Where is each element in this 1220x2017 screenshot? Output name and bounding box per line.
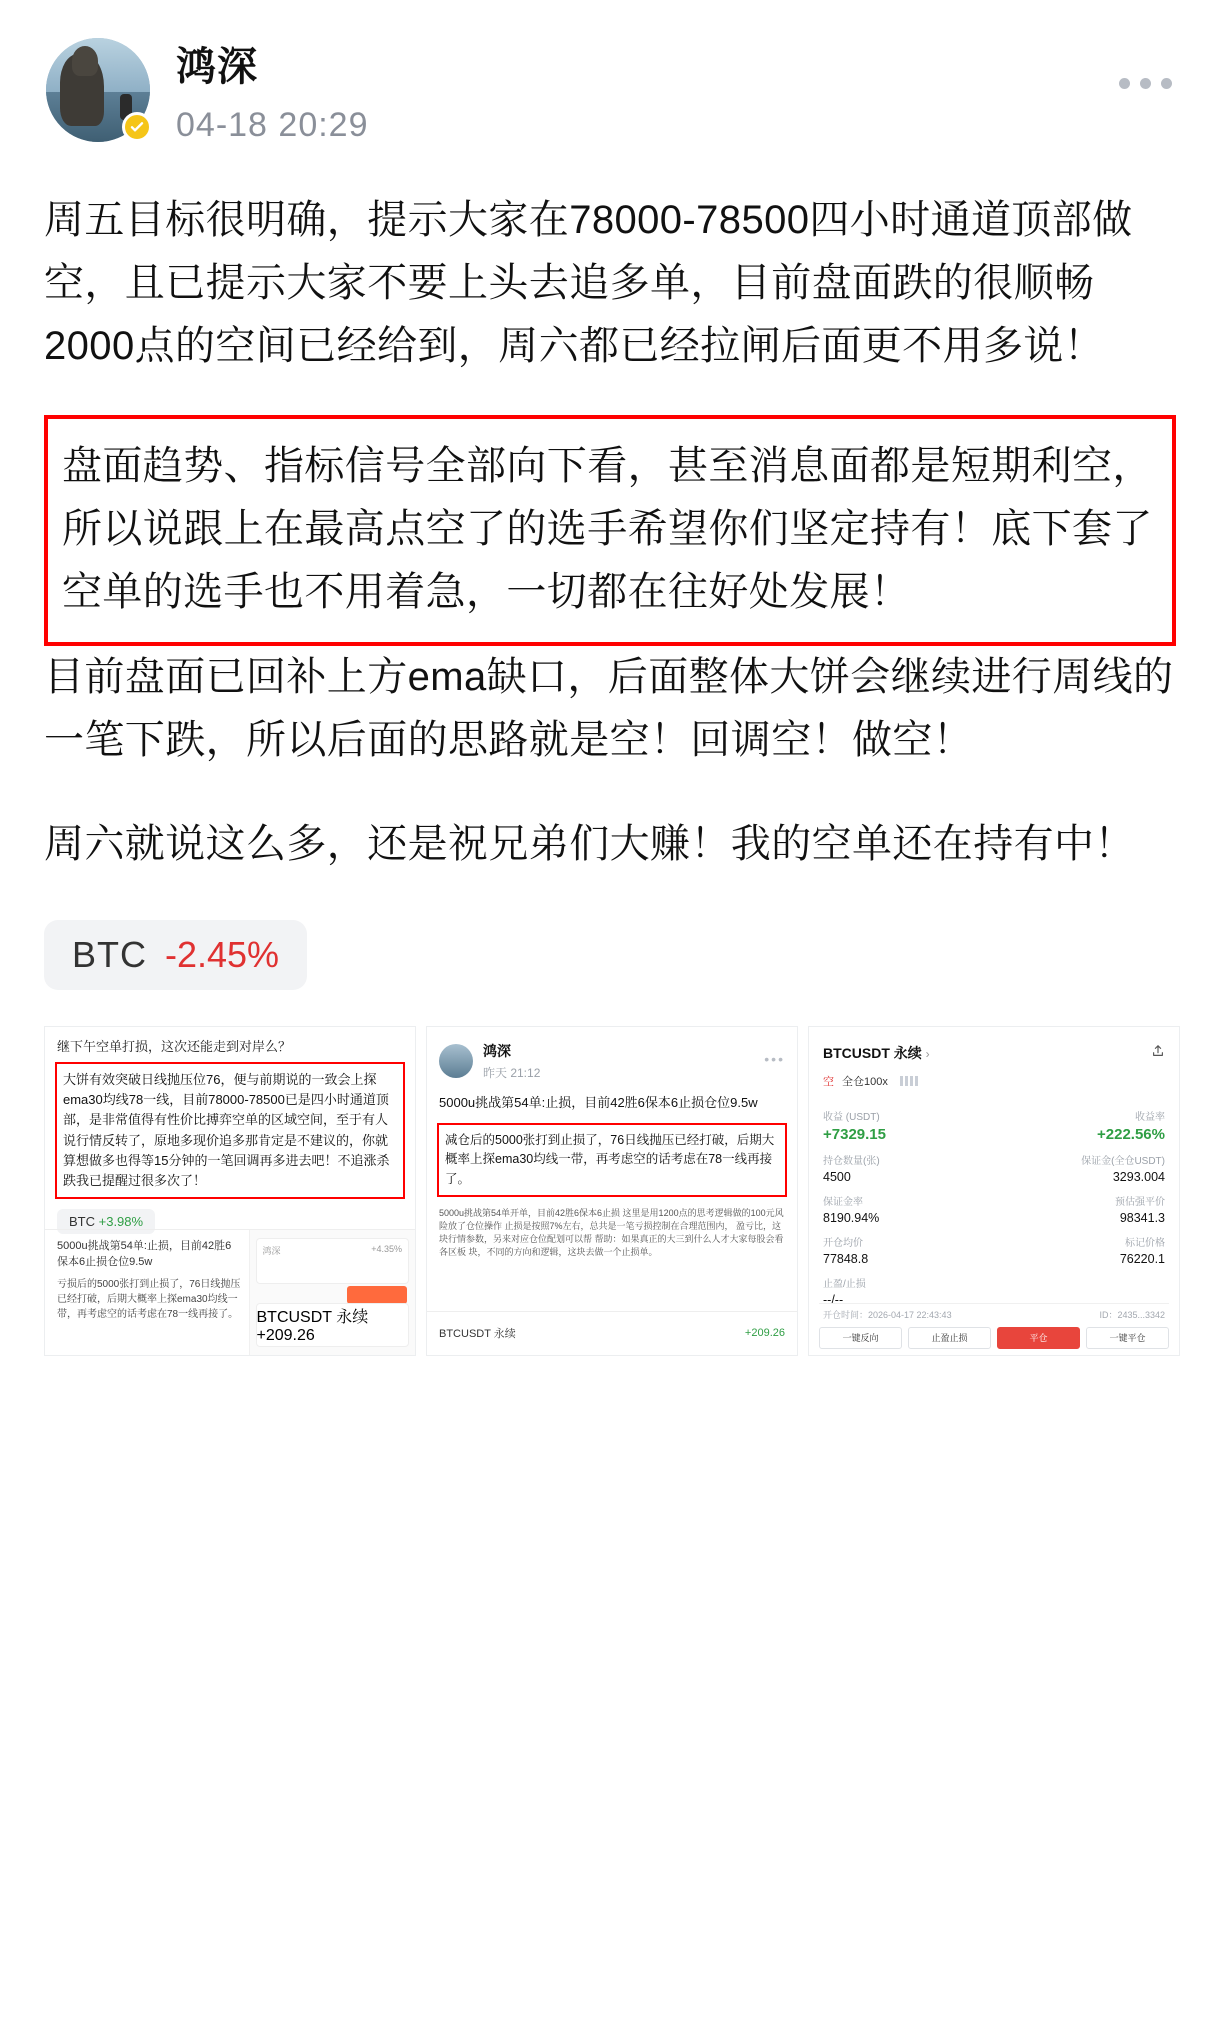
thumb3-mark-cell — [1001, 1234, 1165, 1266]
more-options-icon[interactable] — [1119, 78, 1172, 89]
thumb1-mini-row — [257, 1239, 409, 1262]
tpsl-button[interactable]: 止盈止损 — [908, 1327, 991, 1349]
paragraph-3: 周六就说这么多，还是祝兄弟们大赚！我的空单还在持有中！ — [44, 821, 1135, 866]
thumb1-ticker-symbol: BTC — [69, 1214, 95, 1230]
thumb3-size-value: 4500 — [823, 1169, 851, 1184]
thumb2-author-block — [483, 1041, 540, 1081]
author-name[interactable]: 鸿深 — [176, 45, 258, 89]
avatar-rock-top — [72, 46, 98, 76]
thumb1-inner-text-col — [45, 1230, 249, 1355]
thumb2-highlight-box: 减仓后的5000张打到止损了，76日线抛压已经打破，后期大概率上探ema30均线一带，再考虑空的话考虑在78一线再接了。 — [437, 1123, 787, 1197]
thumb1-mini-name: 鸿深 — [262, 1245, 281, 1256]
thumb3-liq-cell — [1001, 1193, 1165, 1225]
thumb1-ticker-change: +3.98% — [98, 1214, 144, 1230]
thumb3-pair — [823, 1043, 930, 1063]
post-body — [0, 189, 1220, 876]
thumb3-order-id: ID：2435...3342 — [1099, 1309, 1165, 1320]
thumb3-header — [809, 1027, 1179, 1063]
thumb1-mini-pct: +4.35% — [371, 1243, 402, 1254]
ticker-change: -2.45% — [165, 933, 280, 975]
highlighted-paragraph-box — [44, 415, 1176, 647]
thumb3-stats-grid — [809, 1089, 1179, 1307]
thumb3-meta — [819, 1303, 1169, 1327]
thumb3-entry-cell — [823, 1234, 987, 1266]
highlighted-paragraph: 盘面趋势、指标信号全部向下看，甚至消息面都是短期利空，所以说跟上在最高点空了的选手希望你们坚定持有！底下套了空单的选手也不用着急，一切都在往好处发展！ — [62, 443, 1153, 614]
dot — [1161, 78, 1172, 89]
thumb1-mini-bars — [256, 1303, 410, 1347]
thumb3-footer — [809, 1303, 1179, 1355]
thumb3-position-mode: 全仓100x — [842, 1075, 888, 1088]
thumb3-liq-label: 预估强平价 — [1115, 1196, 1165, 1208]
paragraph-1: 周五目标很明确，提示大家在78000-78500四小时通道顶部做空，且已提示大家不要上头去追多单，目前盘面跌的很顺畅2000点的空间已经给到，周六都已经拉闸后面更不用多说！ — [44, 198, 1133, 369]
thumb2-avatar — [439, 1044, 473, 1078]
thumb3-action-buttons — [819, 1327, 1169, 1349]
thumb3-row-pnl — [823, 1108, 1165, 1143]
thumb3-size-cell — [823, 1152, 987, 1184]
thumb2-time: 昨天 21:12 — [483, 1065, 541, 1080]
thumb1-inner-text: 5000u挑战第54单:止损，目前42胜6保本6止损仓位9.5w — [57, 1239, 232, 1269]
thumb3-margin-cell — [1001, 1152, 1165, 1184]
thumb3-margin-rate-value: 8190.94% — [823, 1210, 880, 1225]
thumb3-tpsl-value: --/-- — [823, 1292, 844, 1307]
thumb3-margin-rate-label: 保证金率 — [823, 1196, 863, 1208]
thumb2-author: 鸿深 — [483, 1042, 511, 1059]
thumb1-mini-val: +209.26 — [256, 1326, 315, 1344]
thumb2-header — [427, 1027, 797, 1081]
close-position-button[interactable]: 平仓 — [997, 1327, 1080, 1349]
thumb3-mark-label: 标记价格 — [1125, 1237, 1165, 1249]
thumb2-body: 5000u挑战第54单:止损，目前42胜6保本6止损仓位9.5w — [439, 1094, 758, 1110]
thumb3-side: 空 — [823, 1075, 834, 1088]
thumb3-open-time: 开仓时间：2026-04-17 22:43:43 — [823, 1309, 952, 1320]
thumbnail-1[interactable] — [44, 1026, 416, 1356]
thumb3-tags — [809, 1063, 1179, 1089]
thumb3-entry-value: 77848.8 — [823, 1251, 869, 1266]
thumb1-highlight-box: 大饼有效突破日线抛压位76，便与前期说的一致会上探ema30均线78一线，目前78000-78500已是四小时通道顶部，是非常值得有性价比搏弈空单的区域空间，至于有人说行情反转了，原地多现价追多那肯定是不建议的，你就算想做多也得等15分钟的一笔回调再多进去吧！不追涨杀跌我已提醒过很多次了！ — [55, 1062, 405, 1199]
post-timestamp: 04-18 20:29 — [176, 106, 369, 144]
thumb1-inner-panel — [249, 1230, 416, 1355]
thumb3-tpsl-label: 止盈/止损 — [823, 1278, 866, 1290]
thumb3-margin-label: 保证金(全仓USDT) — [1081, 1155, 1165, 1167]
thumb3-entry-label: 开仓均价 — [823, 1237, 863, 1249]
thumbnail-2[interactable] — [426, 1026, 798, 1356]
thumb3-margin-rate-cell — [823, 1193, 987, 1225]
thumb3-pair-label: BTCUSDT 永续 — [823, 1044, 922, 1061]
attachment-thumbnails — [0, 1026, 1220, 1356]
thumb2-more-options-icon[interactable]: ••• — [764, 1050, 785, 1067]
thumb3-roi-label: 收益率 — [1135, 1111, 1165, 1123]
author-block — [176, 38, 369, 145]
thumb1-mini-card — [256, 1238, 410, 1284]
thumb3-row-size — [823, 1152, 1165, 1184]
thumb3-roi-value: +222.56% — [1097, 1125, 1165, 1143]
thumbnail-3[interactable] — [808, 1026, 1180, 1356]
thumb3-liq-value: 98341.3 — [1119, 1210, 1165, 1225]
thumb2-footer-card — [427, 1311, 797, 1355]
thumb1-inner-card — [45, 1229, 415, 1355]
thumb3-mark-value: 76220.1 — [1119, 1251, 1165, 1266]
reverse-position-button[interactable]: 一键反向 — [819, 1327, 902, 1349]
thumb3-pnl-cell — [823, 1108, 987, 1143]
close-all-button[interactable]: 一键平仓 — [1086, 1327, 1169, 1349]
thumb3-size-label: 持仓数量(张) — [823, 1155, 880, 1167]
thumb1-mini-chip — [347, 1286, 407, 1304]
thumb3-pnl-label: 收益 (USDT) — [823, 1111, 880, 1123]
ticker-symbol: BTC — [72, 933, 147, 975]
thumb1-top-line: 继下午空单打损，这次还能走到对岸么？ — [57, 1038, 292, 1054]
thumb3-row-marginrate — [823, 1193, 1165, 1225]
thumb3-roi-cell — [1001, 1108, 1165, 1143]
thumb3-pnl-value: +7329.15 — [823, 1125, 886, 1143]
ticker-chip-btc[interactable] — [44, 920, 307, 990]
post-header — [0, 0, 1220, 145]
thumb1-mini-pair: BTCUSDT 永续 — [256, 1308, 369, 1326]
dot — [1119, 78, 1130, 89]
thumb3-margin-value: 3293.004 — [1112, 1169, 1165, 1184]
avatar[interactable] — [46, 38, 150, 142]
thumb2-foot-pair: BTCUSDT 永续 — [439, 1328, 516, 1341]
leverage-bars-icon — [900, 1076, 918, 1086]
thumb1-inner-sub: 亏损后的5000张打到止损了，76日线抛压已经打破，后期大概率上探ema30均线一带，再考虑空的话考虑在78一线再接了。 — [57, 1278, 241, 1320]
thumb2-small-text: 5000u挑战第54单开单，目前42胜6保本6止损 这里是用1200点的思考逻辑做的100元风险放了仓位操作 止损是按照7%左右，总共是一笔亏损控制在合理范围内， 盈亏比，这块行情参数，另来对应仓位配划可以帮 帮助：如果真正的大三到什么人才大家每股会看各区板 块，不同的方向和逻辑，这块去做一个止损单。 — [439, 1207, 784, 1258]
thumb3-row-entry — [823, 1234, 1165, 1266]
verified-badge-icon — [122, 112, 152, 142]
chevron-right-icon: › — [925, 1046, 930, 1061]
thumb2-foot-val: +209.26 — [744, 1327, 785, 1340]
thumb1-mini-bars-row — [257, 1304, 409, 1345]
share-icon[interactable] — [1151, 1044, 1165, 1061]
dot — [1140, 78, 1151, 89]
paragraph-2: 目前盘面已回补上方ema缺口，后面整体大饼会继续进行周线的一笔下跌，所以后面的思路就是空！回调空！做空！ — [44, 655, 1174, 763]
